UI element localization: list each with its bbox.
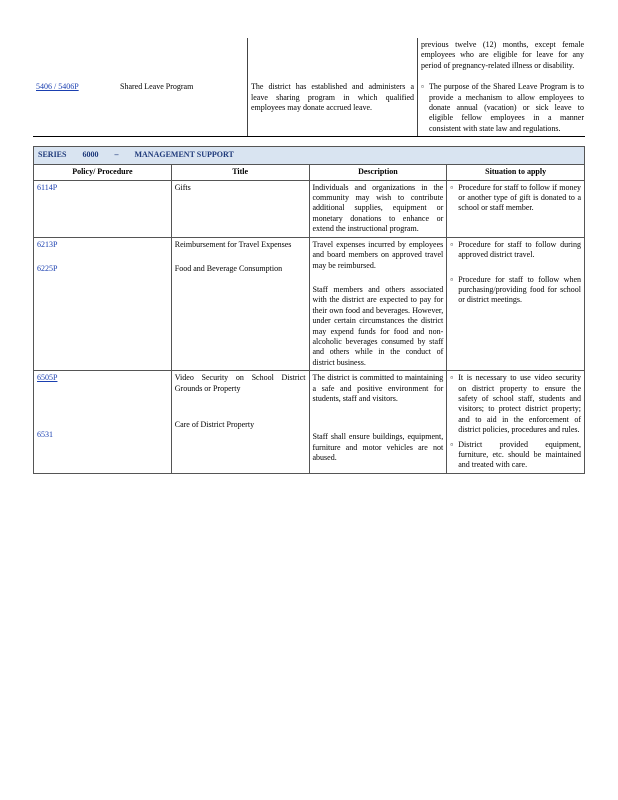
policy-situation: It is necessary to use video security on district property to ensure the safety of school staff, students and visitors; to protect district property; and to aid in the enforcement of district policies, procedures and rules. (458, 373, 581, 435)
column-headers (34, 164, 585, 180)
policy-link[interactable]: 6505P (37, 373, 58, 383)
document-page (33, 38, 585, 474)
bullet-icon: ▫ (421, 82, 424, 92)
policy-situation: Procedure for staff to follow when purchasing/providing food for school or district meetings. (458, 274, 581, 305)
policy-description: Individuals and organizations in the community may wish to contribute additional supplies, equipment or monetary donations to enhance or extend the instructional program. (312, 182, 444, 234)
header-policy: Policy/ Procedure (34, 164, 172, 180)
policy-situation: Procedure for staff to follow if money or another type of gift is donated to a school or staff member. (458, 182, 581, 213)
series-dash: – (114, 150, 119, 160)
header-description: Description (309, 164, 447, 180)
policy-description: Staff shall ensure buildings, equipment, furniture and motor vehicles are not abused. (312, 432, 444, 463)
policy-title: Food and Beverage Consumption (174, 264, 283, 274)
table-row (34, 371, 585, 474)
continued-table (33, 38, 587, 136)
bullet-icon: ▫ (450, 182, 454, 192)
header-situation: Situation to apply (447, 164, 585, 180)
series-name: MANAGEMENT SUPPORT (134, 150, 234, 160)
policy-link[interactable]: 5406 / 5406P (36, 82, 79, 92)
policy-description: The district is committed to maintaining a safe and positive environment for students, staff and visitors. (312, 373, 444, 403)
section-divider (33, 136, 585, 137)
policy-code: 6213P (37, 239, 58, 249)
situation-bullet (450, 275, 581, 306)
policy-situation: District provided equipment, furniture, etc. should be maintained and treated with care. (458, 439, 581, 470)
policy-description: Travel expenses incurred by employees and board members on approved travel may be reimbursed. (312, 239, 444, 270)
policy-situation: Procedure for staff to follow during approved district travel. (458, 239, 581, 260)
header-title: Title (171, 164, 309, 180)
policy-title: Care of District Property (174, 419, 255, 429)
situation-bullet (450, 183, 581, 214)
policy-title: Shared Leave Program (120, 82, 194, 92)
bullet-icon: ▫ (450, 439, 454, 449)
continuation-row (33, 38, 587, 73)
situation-bullet (421, 82, 584, 134)
bullet-icon: ▫ (450, 373, 454, 383)
bullet-icon: ▫ (450, 239, 454, 249)
series-table (33, 146, 585, 474)
policy-title: Gifts (174, 182, 191, 192)
situation-bullet (450, 240, 581, 261)
series-number: 6000 (82, 150, 99, 160)
policy-title: Video Security on School District Grounds or Property (174, 373, 306, 393)
situation-bullet (450, 440, 581, 471)
policy-code: 6114P (37, 182, 58, 192)
bullet-icon: ▫ (450, 274, 454, 284)
policy-description: Staff members and others associated with the district are expected to pay for their own food and beverages. However, under certain circumstances the district may expend funds for food and non-alcoholic beverages consumed by staff and others while in the conduct of district business. (312, 284, 444, 367)
table-row (33, 73, 587, 136)
series-header (34, 147, 585, 164)
policy-description: The district has established and administers a leave sharing program in which qualified employees may donate accrued leave. (251, 82, 414, 113)
policy-code: 6225P (37, 264, 58, 274)
policy-code: 6531 (37, 429, 53, 439)
policy-title: Reimbursement for Travel Expenses (174, 239, 292, 249)
series-label: SERIES (38, 150, 67, 160)
table-row (34, 237, 585, 370)
continued-situation-text: previous twelve (12) months, except female employees who are eligible for leave for any period of pregnancy-related illness or disability. (421, 40, 584, 70)
situation-bullet (450, 373, 581, 435)
table-row (34, 180, 585, 237)
policy-situation: The purpose of the Shared Leave Program is to provide a mechanism to allow employees to donate annual (vacation) or sick leave to eligible fellow employees in a manner consistent with state law and regulations. (429, 82, 584, 133)
